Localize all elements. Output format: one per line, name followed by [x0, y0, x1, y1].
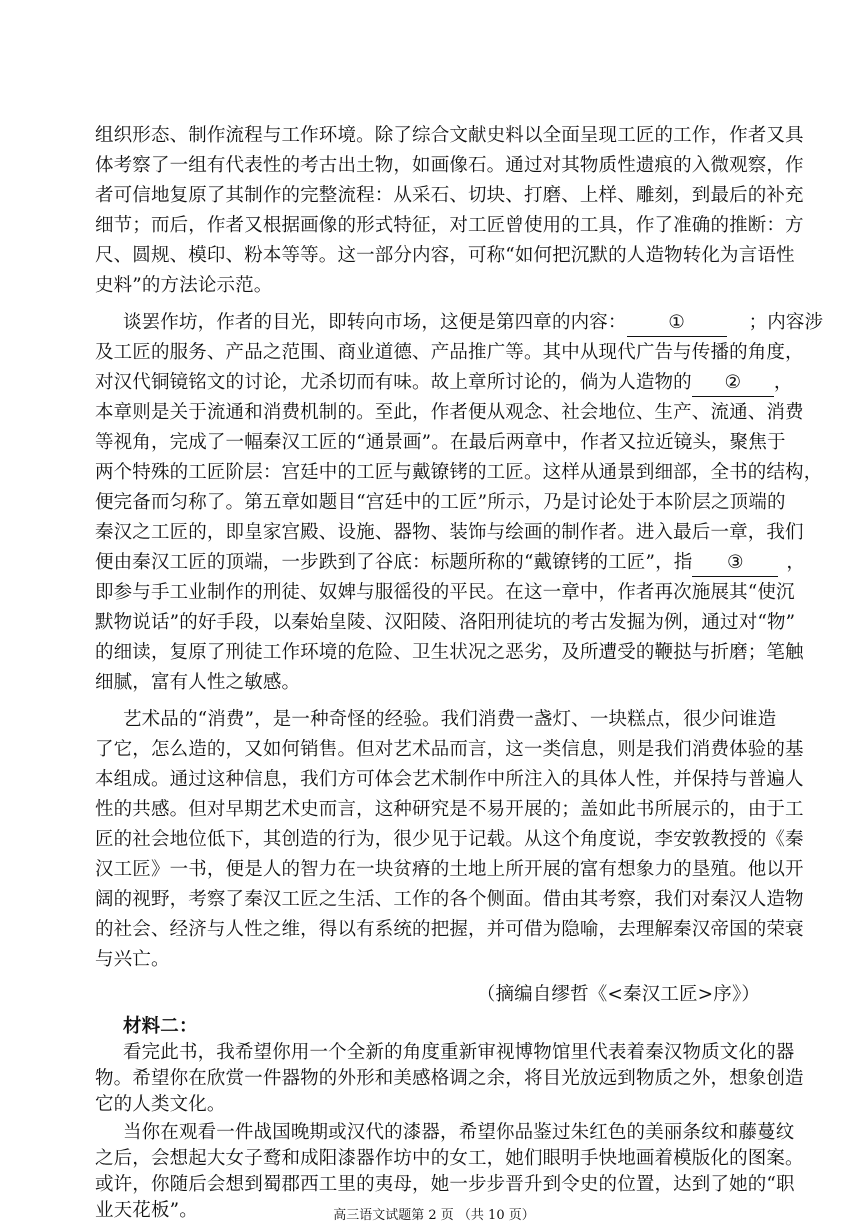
text-line: 默物说话”的好手段，以秦始皇陵、汉阳陵、洛阳刑徒坑的考古发掘为例，通过对“物”: [95, 612, 796, 633]
text-line: 汉工匠》一书，便是人的智力在一块贫瘠的土地上所开展的富有想象力的垦殖。他以开: [95, 859, 804, 880]
text-line: 匠的社会地位低下，其创造的行为，很少见于记载。从这个角度说，李安敦教授的《秦: [95, 829, 804, 850]
text-line: 及工匠的服务、产品之范围、商业道德、产品推广等。其中从现代广告与传播的角度，: [95, 342, 804, 363]
text-line: 的社会、经济与人性之维，得以有系统的把握，并可借为隐喻，去理解秦汉帝国的荣衰: [95, 919, 804, 940]
text-line: [123, 308, 823, 338]
text-line: 看完此书，我希望你用一个全新的角度重新审视博物馆里代表着秦汉物质文化的器: [123, 1042, 795, 1063]
text-line: 秦汉之工匠的，即皇家宫殿、设施、器物、装饰与绘画的制作者。进入最后一章，我们: [95, 522, 804, 543]
text-line: 了它，怎么造的，又如何销售。但对艺术品而言，这一类信息，则是我们消费体验的基: [95, 739, 804, 760]
text-line: 两个特殊的工匠阶层：宫廷中的工匠与戴镣铐的工匠。这样从通景到细部，全书的结构，: [95, 462, 823, 483]
text-line: 便完备而匀称了。第五章如题目“宫廷中的工匠”所示，乃是讨论处于本阶层之顶端的: [95, 492, 786, 513]
text-line: 等视角，完成了一幅秦汉工匠的“通景画”。在最后两章中，作者又拉近镜头，聚焦于: [95, 432, 786, 453]
text-line: 组织形态、制作流程与工作环境。除了综合文献史料以全面呈现工匠的工作，作者又具: [95, 125, 804, 146]
text-line: 即参与手工业制作的刑徒、奴婢与服徭役的平民。在这一章中，作者再次施展其“使沉: [95, 582, 795, 603]
text-line: 本组成。通过这种信息，我们方可体会艺术制作中所注入的具体人性，并保持与普遍人: [95, 769, 804, 790]
text-line: 的细读，复原了刑徒工作环境的危险、卫生状况之恶劣，及所遭受的鞭挞与折磨；笔触: [95, 642, 804, 663]
page-footer: 高三语文试题第 2 页 （共 10 页）: [333, 1208, 535, 1223]
text-segment: ，: [773, 372, 793, 393]
text-line: 业天花板”。: [95, 1200, 198, 1221]
text-line: 尺、圆规、模印、粉本等等。这一部分内容，可称“如何把沉默的人造物转化为言语性: [95, 245, 795, 266]
text-line: 与兴亡。: [95, 949, 170, 970]
text-line: 当你在观看一件战国晚期或汉代的漆器，希望你品鉴过朱红色的美丽条纹和藤蔓纹: [123, 1122, 795, 1143]
text-line: 之后，会想起大女子鹜和成阳漆器作坊中的女工，她们眼明手快地画着模版化的图案。: [95, 1148, 804, 1169]
text-segment: ；内容涉: [748, 312, 824, 333]
text-segment: 对汉代铜镜铭文的讨论，尤杀切而有味。故上章所讨论的，倘为人造物的: [95, 372, 692, 393]
text-line: 史料”的方法论示范。: [95, 275, 273, 296]
text-line: 本章则是关于流通和消费机制的。至此，作者便从观念、社会地位、生产、流通、消费: [95, 402, 804, 423]
text-line: 或许，你随后会想到蜀郡西工里的夷母，她一步步晋升到令史的位置，达到了她的“职: [95, 1174, 795, 1195]
text-line: 细节；而后，作者又根据画像的形式特征，对工匠曾使用的工具，作了准确的推断：方: [95, 215, 804, 236]
text-segment: ，: [786, 552, 806, 573]
fill-blank-2[interactable]: ②: [692, 372, 774, 397]
text-line: 物。希望你在欣赏一件器物的外形和美感格调之余，将目光放远到物质之外，想象创造: [95, 1068, 804, 1089]
text-segment: 谈罢作坊，作者的目光，即转向市场，这便是第四章的内容：: [123, 312, 627, 333]
section-heading: 材料二：: [123, 1016, 198, 1037]
fill-blank-1[interactable]: ①: [627, 312, 727, 337]
text-line: 阔的视野，考察了秦汉工匠之生活、工作的各个侧面。借由其考察，我们对秦汉人造物: [95, 889, 804, 910]
text-line: 体考察了一组有代表性的考古出土物，如画像石。通过对其物质性遗痕的入微观察，作: [95, 155, 804, 176]
text-line: 者可信地复原了其制作的完整流程：从采石、切块、打磨、上样、雕刻，到最后的补充: [95, 185, 804, 206]
text-line: [95, 368, 792, 398]
fill-blank-3[interactable]: ③: [692, 552, 778, 577]
text-line: 艺术品的“消费”，是一种奇怪的经验。我们消费一盏灯、一块糕点，很少问谁造: [123, 709, 777, 730]
text-line: [95, 548, 805, 578]
text-line: 细腻，富有人性之敏感。: [95, 672, 301, 693]
text-line: 性的共感。但对早期艺术史而言，这种研究是不易开展的；盖如此书所展示的，由于工: [95, 799, 804, 820]
source-citation: （摘编自缪哲《<秦汉工匠>序》）: [476, 984, 760, 1005]
text-line: 它的人类文化。: [95, 1094, 226, 1115]
text-segment: 便由秦汉工匠的顶端，一步跌到了谷底：标题所称的“戴镣铐的工匠”，指: [95, 552, 693, 573]
